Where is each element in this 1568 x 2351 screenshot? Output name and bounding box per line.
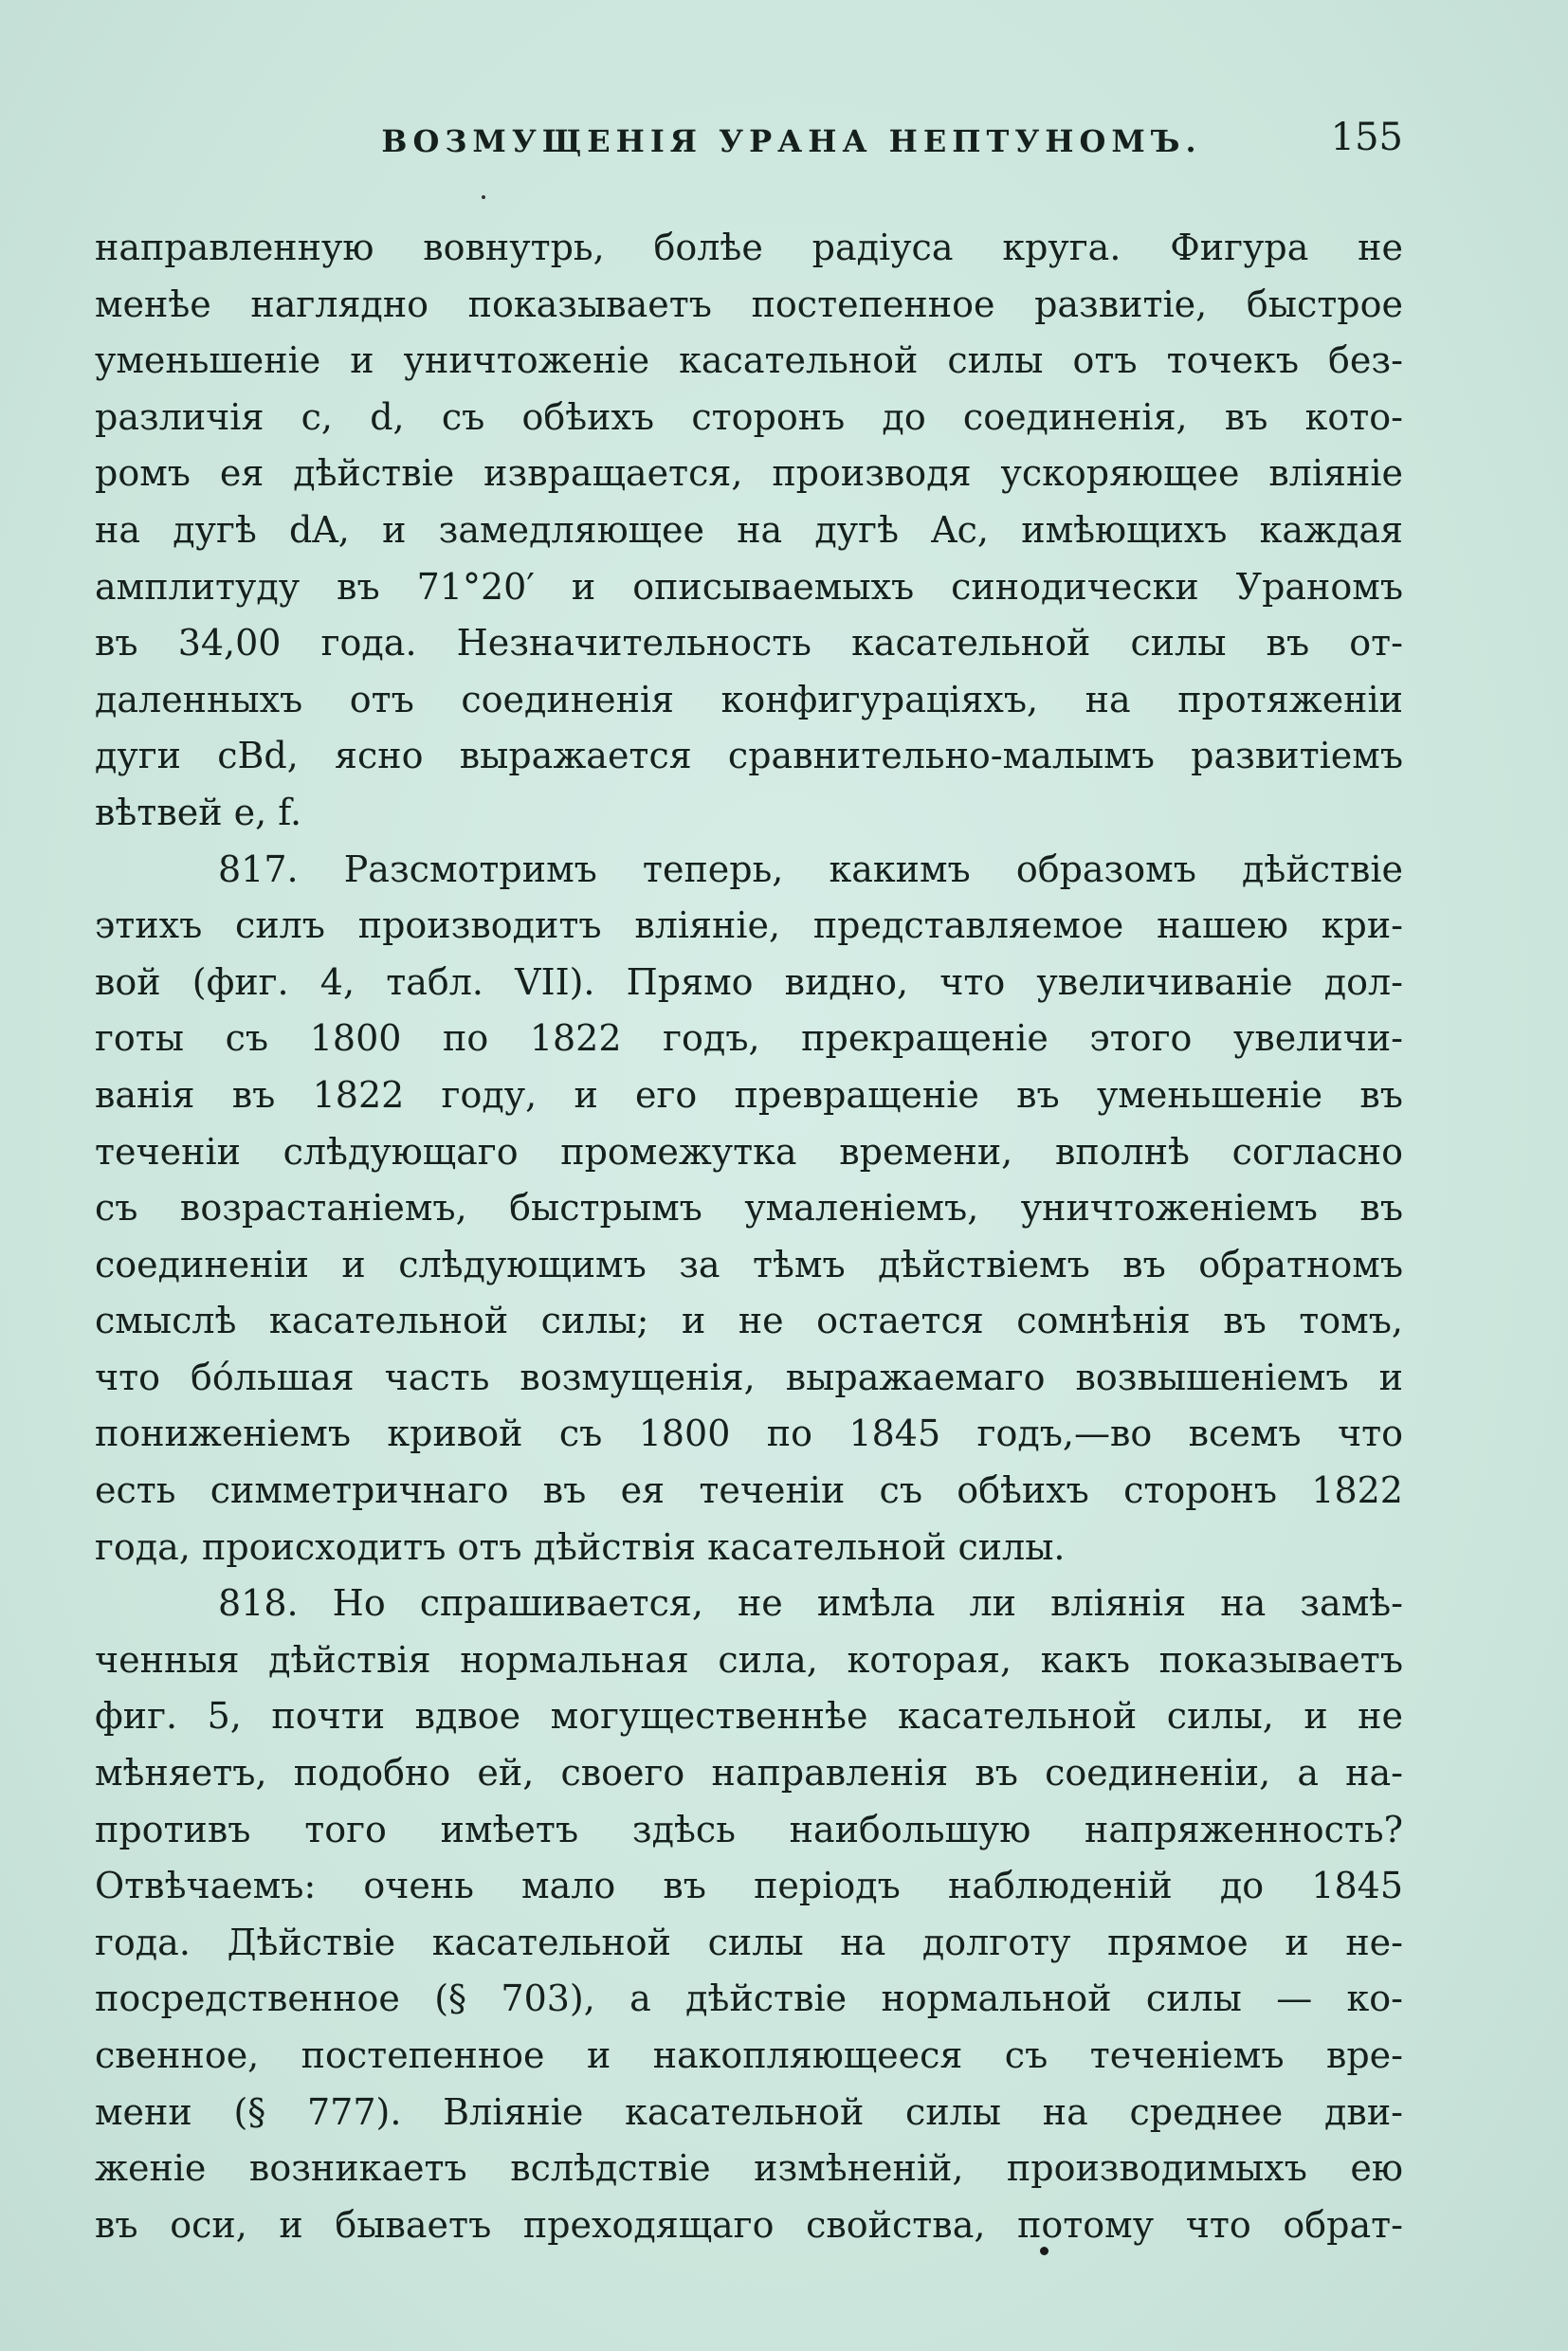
paragraph-817-start: 817. Разсмотримъ теперь, какимъ образомъ дѣйствіе — [218, 847, 1403, 890]
text-line: соединеніи и слѣдующимъ за тѣмъ дѣйствіемъ въ обратномъ — [95, 1243, 1403, 1285]
text-line: направленную вовнутрь, болѣе радіуса круга. Фигура не — [95, 227, 1403, 268]
text-line: амплитуду въ 71°20′ и описываемыхъ синодически Ураномъ — [95, 565, 1403, 608]
text-line: противъ того имѣетъ здѣсь наибольшую напряженность? — [95, 1808, 1403, 1850]
text-line: мѣняетъ, подобно ей, своего направленія въ соединеніи, а на- — [95, 1752, 1403, 1795]
text-line: свенное, постепенное и накопляющееся съ теченіемъ вре- — [95, 2034, 1403, 2076]
body-text — [95, 220, 1403, 2253]
page-number: 155 — [1330, 116, 1403, 159]
page-header — [95, 116, 1403, 173]
text-line: фиг. 5, почти вдвое могущественнѣе касательной силы, и не — [95, 1695, 1403, 1738]
print-speck — [482, 195, 485, 199]
text-line: что бóльшая часть возмущенія, выражаемаго возвышеніемъ и — [95, 1356, 1403, 1398]
text-line: въ 34,00 года. Незначительность касательной силы въ от- — [95, 622, 1403, 665]
text-line: теченіи слѣдующаго промежутка времени, вполнѣ согласно — [95, 1130, 1403, 1173]
text-line: даленныхъ отъ соединенія конфигураціяхъ, на протяженіи — [95, 678, 1403, 720]
text-line: года. Дѣйствіе касательной силы на долготу прямое и не- — [95, 1921, 1403, 1963]
text-line: вой (фиг. 4, табл. VII). Прямо видно, что увеличиваніе дол- — [95, 960, 1403, 1003]
text-line: ромъ ея дѣйствіе извращается, производя ускоряющее вліяніе — [95, 452, 1403, 495]
text-line: мени (§ 777). Вліяніе касательной силы на среднее дви- — [95, 2090, 1403, 2133]
text-line: этихъ силъ производитъ вліяніе, представляемое нашею кри- — [95, 904, 1403, 947]
running-title: ВОЗМУЩЕНІЯ УРАНА НЕПТУНОМЪ. — [381, 123, 1202, 159]
text-line: ванія въ 1822 году, и его превращеніе въ уменьшеніе въ — [95, 1073, 1403, 1116]
text-line: Отвѣчаемъ: очень мало въ періодъ наблюденій до 1845 — [95, 1865, 1403, 1907]
text-line: вѣтвей e, f. — [95, 791, 302, 833]
text-line: съ возрастаніемъ, быстрымъ умаленіемъ, уничтоженіемъ въ — [95, 1187, 1403, 1230]
text-line: дуги cBd, ясно выражается сравнительно-малымъ развитіемъ — [95, 735, 1403, 777]
text-line: пониженіемъ кривой съ 1800 по 1845 годъ,—во всемъ что — [95, 1412, 1403, 1455]
text-line: года, происходитъ отъ дѣйствія касательной силы. — [95, 1525, 1066, 1568]
text-line: въ оси, и бываетъ преходящаго свойства, потому что обрат- — [95, 2203, 1403, 2246]
text-line: уменьшеніе и уничтоженіе касательной силы отъ точекъ без- — [95, 339, 1403, 382]
text-line: на дугѣ dA, и замедляющее на дугѣ Ac, имѣющихъ каждая — [95, 508, 1403, 551]
paragraph-818-start: 818. Но спрашивается, не имѣла ли вліянія на замѣ- — [218, 1582, 1403, 1625]
print-mark — [1040, 2247, 1048, 2255]
text-line: менѣе наглядно показываетъ постепенное развитіе, быстрое — [95, 282, 1403, 325]
text-line: женіе возникаетъ вслѣдствіе измѣненій, производимыхъ ею — [95, 2147, 1403, 2190]
text-line: есть симметричнаго въ ея теченіи съ обѣихъ сторонъ 1822 — [95, 1469, 1403, 1512]
text-line: смыслѣ касательной силы; и не остается сомнѣнія въ томъ, — [95, 1300, 1403, 1342]
text-line: различія c, d, съ обѣихъ сторонъ до соединенія, въ кото- — [95, 395, 1403, 438]
text-line: ченныя дѣйствія нормальная сила, которая, какъ показываетъ — [95, 1638, 1403, 1681]
text-line: посредственное (§ 703), а дѣйствіе нормальной силы — ко- — [95, 1977, 1403, 2020]
text-line: готы съ 1800 по 1822 годъ, прекращеніе этого увеличи- — [95, 1017, 1403, 1060]
